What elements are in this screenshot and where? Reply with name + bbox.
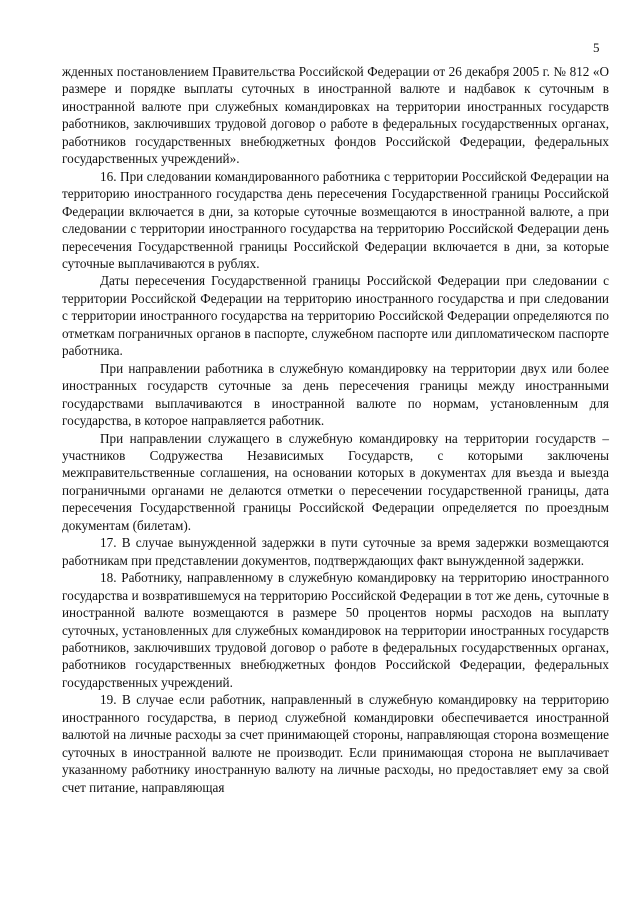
paragraph-cis-states: При направлении служащего в служебную командировку на территории государств – участников Содружества Независимых Государств, с которыми заключены межправительственные соглашения, на основании которых в документах для въезда и выезда пограничными органами не делаются отметки о пересечении государственной границы, дата пересечения Государственной границы Российской Федерации определяется по проездным документам (билетам).	[62, 430, 609, 533]
paragraph-19: 19. В случае если работник, направленный в служебную командировку на территорию иностранного государства, в период служебной командировки обеспечивается иностранной валютой на личные расходы за счет принимающей стороны, направляющая сторона возмещение суточных в иностранной валюте не производит. Если принимающая сторона не выплачивает указанному работнику иностранную валюту на личные расходы, но предоставляет ему за свой счет питание, направляющая	[62, 692, 609, 795]
page-number: 5	[593, 40, 600, 55]
page-body	[62, 63, 609, 796]
paragraph-16: 16. При следовании командированного работника с территории Российской Федерации на территорию иностранного государства день пересечения Государственной границы Российской Федерации включается в дни, за которые суточные возмещаются в иностранной валюте, а при следовании с территории иностранного государства на территорию Российской Федерации день пересечения Государственной границы Российской Федерации включается в дни, за которые суточные выплачиваются в рублях.	[62, 168, 609, 271]
paragraph-17: 17. В случае вынужденной задержки в пути суточные за время задержки возмещаются работникам при представлении документов, подтверждающих факт вынужденной задержки.	[62, 535, 609, 568]
paragraph-border-crossing-dates: Даты пересечения Государственной границы Российской Федерации при следовании с территории Российской Федерации на территорию иностранного государства и при следовании с территории иностранного государства на территорию Российской Федерации определяются по отметкам пограничных органов в паспорте, служебном паспорте или дипломатическом паспорте работника.	[62, 273, 609, 359]
paragraph-two-or-more-states: При направлении работника в служебную командировку на территории двух или более иностранных государств суточные за день пересечения границы между иностранными государствами выплачиваются в иностранной валюте по нормам, установленным для государства, в которое направляется работник.	[62, 360, 609, 429]
paragraph-continued: жденных постановлением Правительства Российской Федерации от 26 декабря 2005 г. № 812 «О размере и порядке выплаты суточных в иностранной валюте и надбавок к суточным в иностранной валюте при служебных командировках на территории иностранных государств работников, заключивших трудовой договор о работе в федеральных государственных органах, работников государственных внебюджетных фондов Российской Федерации, федеральных государственных учреждений».	[62, 64, 609, 167]
paragraph-18: 18. Работнику, направленному в служебную командировку на территорию иностранного государства и возвратившемуся на территорию Российской Федерации в тот же день, суточные в иностранной валюте возмещаются в размере 50 процентов нормы расходов на выплату суточных, установленных для служебных командировок на территории иностранных государств работников, заключивших трудовой договор о работе в федеральных государственных органах, работников государственных внебюджетных фондов Российской Федерации, федеральных государственных учреждений.	[62, 570, 609, 690]
